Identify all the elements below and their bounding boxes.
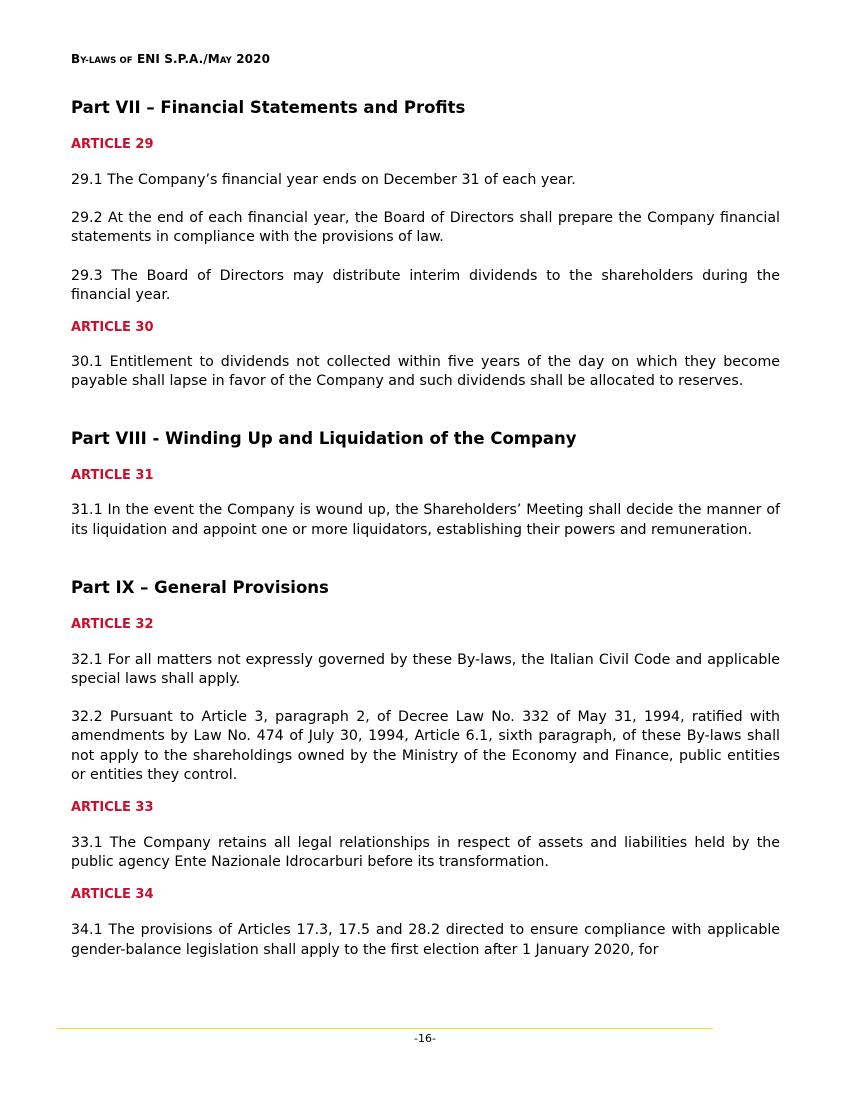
running-head-company: ENI S.P.A./ — [132, 52, 208, 66]
article-heading: ARTICLE 33 — [71, 800, 154, 816]
paragraph: 30.1 Entitlement to dividends not collected within five years of the day on which they become payable shall lapse in favor of the Company and such dividends shall be allocated to reserves. — [71, 354, 780, 390]
footer-divider — [57, 1028, 713, 1029]
page-number: -16- — [414, 1032, 436, 1045]
article-heading: ARTICLE 29 — [71, 137, 154, 152]
article-heading: ARTICLE 32 — [71, 616, 154, 632]
part-heading: Part VII – Financial Statements and Profits — [71, 98, 466, 117]
running-head-bylaws-smallcaps: Y-LAWS OF — [80, 56, 133, 66]
running-head — [71, 52, 270, 66]
paragraph: 29.3 The Board of Directors may distribute interim dividends to the shareholders during the financial year. — [71, 267, 780, 303]
paragraph: 32.2 Pursuant to Article 3, paragraph 2, of Decree Law No. 332 of May 31, 1994, ratified with amendments by Law No. 474 of July 30, 1994, Article 6.1, sixth paragraph, of these By-laws shall not apply to the shareholdings owned by the Ministry of the Economy and Finance, public entities or entities they control. — [71, 709, 780, 783]
article-heading: ARTICLE 31 — [71, 468, 154, 484]
paragraph: 29.2 At the end of each financial year, the Board of Directors shall prepare the Company financial statements in compliance with the provisions of law. — [71, 210, 780, 246]
paragraph: 31.1 In the event the Company is wound up, the Shareholders’ Meeting shall decide the manner of its liquidation and appoint one or more liquidators, establishing their powers and remuneration. — [71, 502, 780, 538]
document-body — [71, 97, 780, 960]
running-head-initial-b: B — [71, 52, 81, 66]
running-head-initial-m: M — [207, 52, 220, 66]
paragraph: 32.1 For all matters not expressly governed by these By-laws, the Italian Civil Code and applicable special laws shall apply. — [71, 651, 780, 688]
part-heading: Part IX – General Provisions — [71, 577, 329, 597]
part-heading: Part VIII - Winding Up and Liquidation of the Company — [71, 429, 577, 449]
paragraph: 29.1 The Company’s financial year ends on December 31 of each year. — [71, 172, 576, 188]
article-heading: ARTICLE 34 — [71, 887, 154, 903]
running-head-year: 2020 — [231, 52, 271, 66]
paragraph: 34.1 The provisions of Articles 17.3, 17.5 and 28.2 directed to ensure compliance with applicable gender-balance legislation shall apply to the first election after 1 January 2020, for — [71, 922, 780, 958]
running-head-month-smallcaps: AY — [219, 56, 232, 66]
paragraph: 33.1 The Company retains all legal relationships in respect of assets and liabilities held by the public agency Ente Nazionale Idrocarburi before its transformation. — [71, 835, 780, 871]
article-heading: ARTICLE 30 — [71, 320, 154, 336]
